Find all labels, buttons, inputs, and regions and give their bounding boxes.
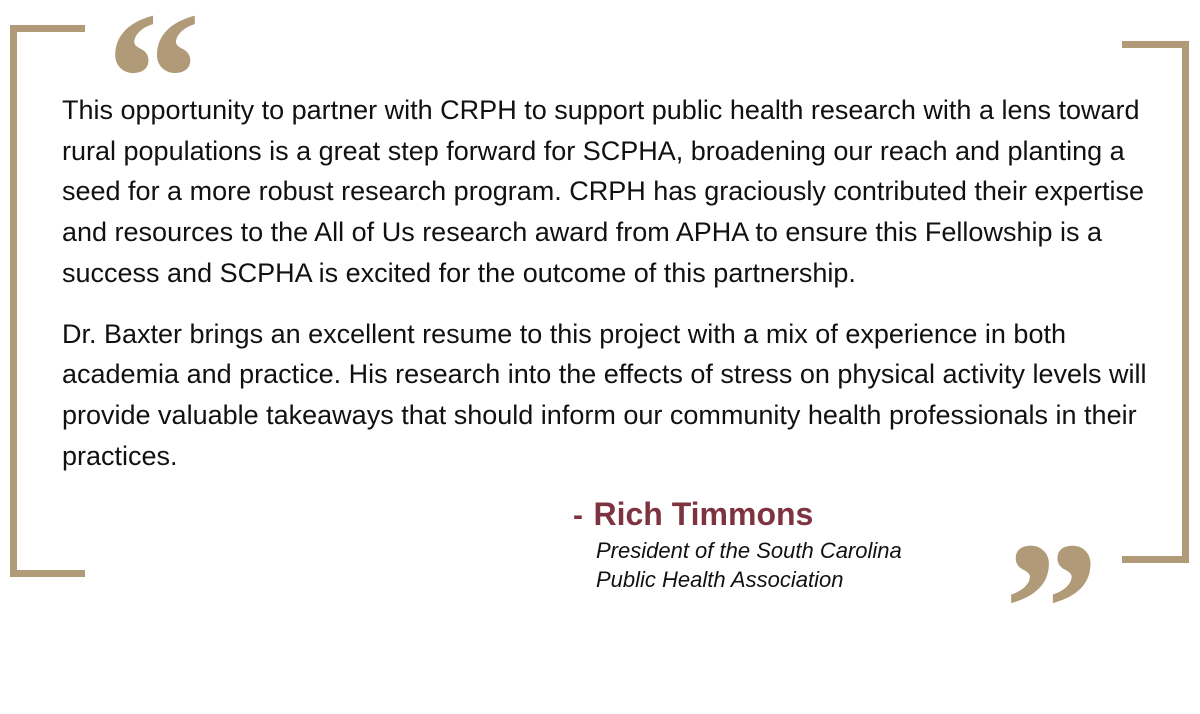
right-double-quote-icon: ” bbox=[1004, 504, 1099, 714]
quote-body bbox=[62, 90, 1172, 476]
author-title bbox=[596, 536, 902, 594]
quote-paragraph-2: Dr. Baxter brings an excellent resume to this project with a mix of experience in both academia and practice. His research into the effects of stress on physical activity levels will provide valuable takeaways that should inform our community health professionals in their practices. bbox=[62, 318, 1147, 471]
left-double-quote-icon: “ bbox=[106, 0, 201, 184]
author-name: Rich Timmons bbox=[593, 496, 814, 532]
author-title-line-2: Public Health Association bbox=[596, 567, 844, 592]
quote-paragraph-1: This opportunity to partner with CRPH to support public health research with a lens toward rural populations is a great step forward for SCPHA, broadening our reach and planting a seed for a more robust research program. CRPH has graciously contributed their expertise and resources to the All of Us research award from APHA to ensure this Fellowship is a success and SCPHA is excited for the outcome of this partnership. bbox=[62, 95, 1144, 288]
author-title-line-1: President of the South Carolina bbox=[596, 538, 902, 563]
attribution-dash: - bbox=[573, 499, 583, 532]
attribution-author bbox=[573, 496, 813, 533]
